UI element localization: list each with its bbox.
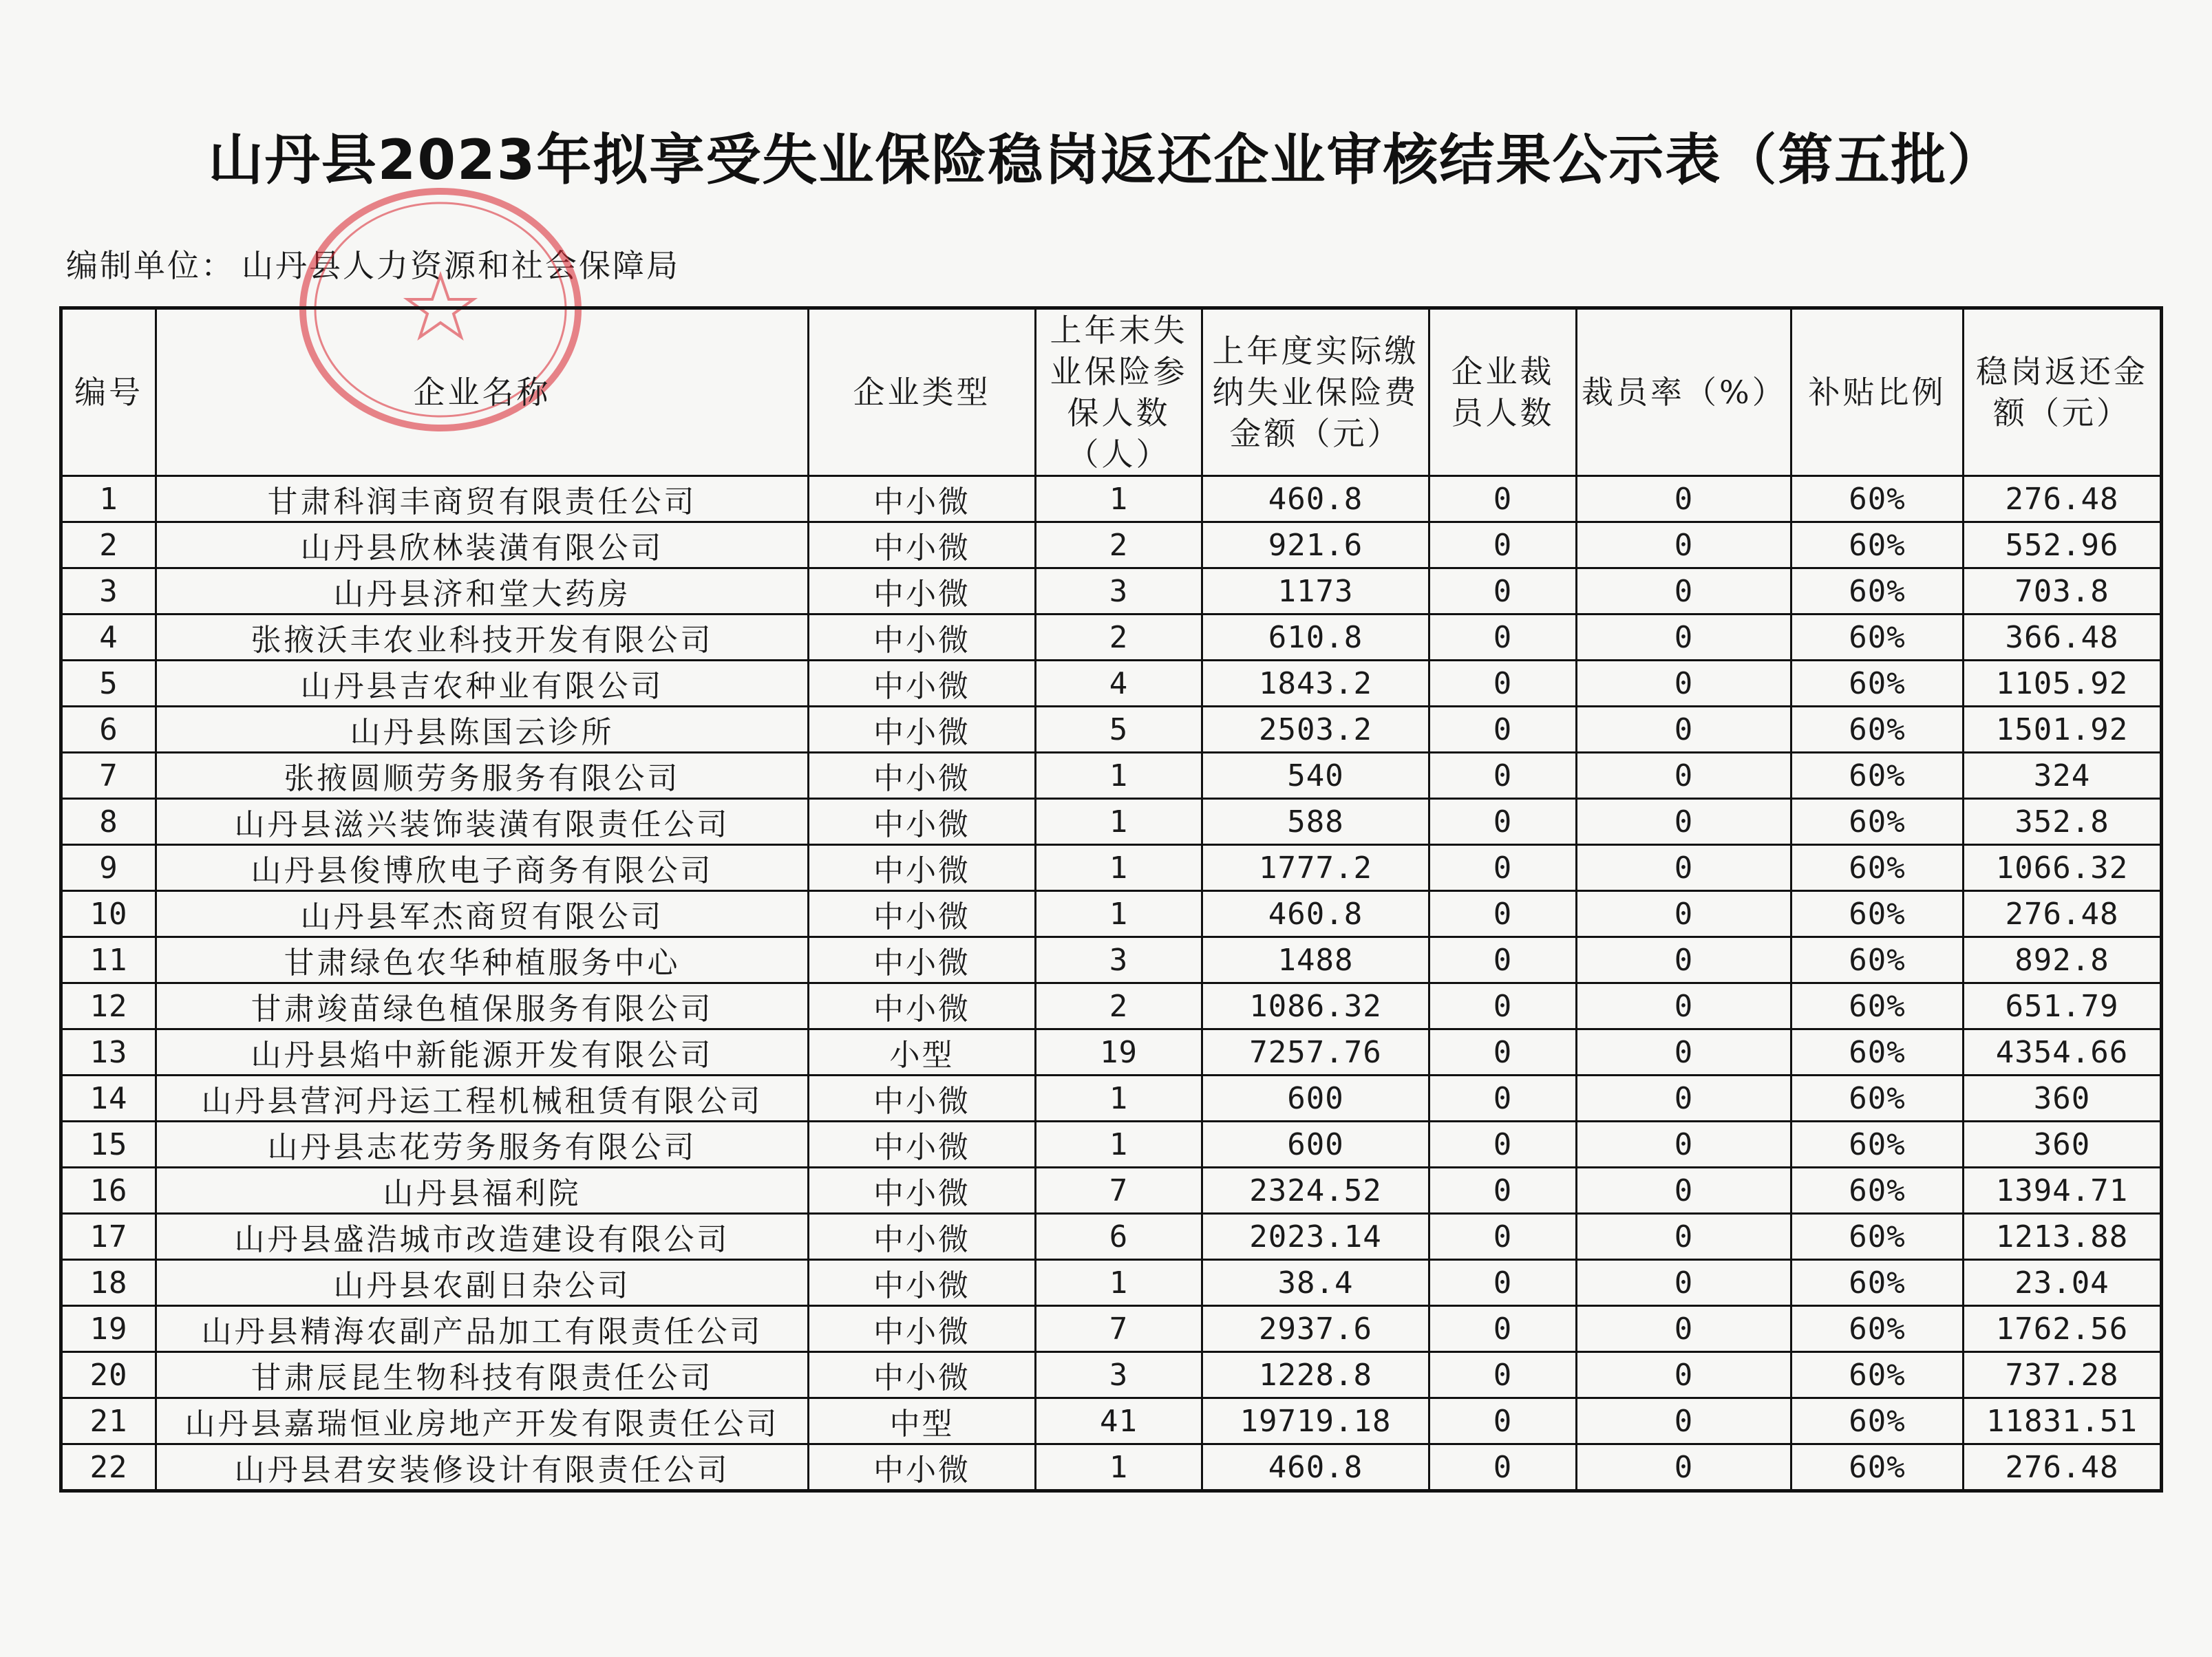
cell-insured: 1 <box>1036 1076 1202 1122</box>
cell-insured: 1 <box>1036 476 1202 522</box>
cell-ratio: 60% <box>1791 1398 1964 1444</box>
cell-ratio: 60% <box>1791 1168 1964 1214</box>
cell-refund: 276.48 <box>1964 891 2162 937</box>
cell-name: 甘肃竣苗绿色植保服务有限公司 <box>156 983 809 1029</box>
table-row <box>61 707 2162 753</box>
col-header-no: 编号 <box>61 308 156 476</box>
cell-paid: 19719.18 <box>1202 1398 1429 1444</box>
header-row <box>61 308 2162 476</box>
cell-rate: 0 <box>1577 1398 1791 1444</box>
cell-ratio: 60% <box>1791 568 1964 614</box>
cell-name: 山丹县滋兴装饰装潢有限责任公司 <box>156 799 809 845</box>
cell-paid: 2503.2 <box>1202 707 1429 753</box>
col-header-type: 企业类型 <box>809 308 1036 476</box>
cell-refund: 651.79 <box>1964 983 2162 1029</box>
cell-type: 中小微 <box>809 1352 1036 1398</box>
cell-type: 中小微 <box>809 614 1036 661</box>
cell-insured: 2 <box>1036 614 1202 661</box>
cell-no: 16 <box>61 1168 156 1214</box>
cell-no: 8 <box>61 799 156 845</box>
table-row <box>61 799 2162 845</box>
table-row <box>61 983 2162 1029</box>
cell-layoffs: 0 <box>1429 1306 1577 1352</box>
cell-type: 中小微 <box>809 753 1036 799</box>
cell-rate: 0 <box>1577 937 1791 983</box>
cell-refund: 366.48 <box>1964 614 2162 661</box>
cell-refund: 360 <box>1964 1076 2162 1122</box>
cell-type: 中小微 <box>809 937 1036 983</box>
cell-refund: 1762.56 <box>1964 1306 2162 1352</box>
cell-paid: 1488 <box>1202 937 1429 983</box>
cell-insured: 2 <box>1036 522 1202 568</box>
cell-name: 山丹县农副日杂公司 <box>156 1260 809 1306</box>
cell-layoffs: 0 <box>1429 1444 1577 1491</box>
cell-paid: 610.8 <box>1202 614 1429 661</box>
cell-type: 中小微 <box>809 891 1036 937</box>
cell-no: 17 <box>61 1214 156 1260</box>
cell-no: 13 <box>61 1029 156 1076</box>
cell-name: 山丹县欣林装潢有限公司 <box>156 522 809 568</box>
cell-ratio: 60% <box>1791 845 1964 891</box>
compiling-unit-label: 编制单位： <box>66 247 235 284</box>
cell-layoffs: 0 <box>1429 1076 1577 1122</box>
cell-rate: 0 <box>1577 845 1791 891</box>
cell-type: 中型 <box>809 1398 1036 1444</box>
cell-no: 22 <box>61 1444 156 1491</box>
cell-ratio: 60% <box>1791 1260 1964 1306</box>
cell-rate: 0 <box>1577 707 1791 753</box>
col-header-layoffs: 企业裁员人数 <box>1429 308 1577 476</box>
cell-name: 张掖圆顺劳务服务有限公司 <box>156 753 809 799</box>
cell-type: 中小微 <box>809 799 1036 845</box>
cell-paid: 1777.2 <box>1202 845 1429 891</box>
cell-insured: 3 <box>1036 568 1202 614</box>
cell-type: 中小微 <box>809 1214 1036 1260</box>
cell-ratio: 60% <box>1791 1352 1964 1398</box>
cell-layoffs: 0 <box>1429 1352 1577 1398</box>
results-table <box>59 306 2163 1493</box>
cell-rate: 0 <box>1577 1168 1791 1214</box>
col-header-paid: 上年度实际缴纳失业保险费金额（元） <box>1202 308 1429 476</box>
cell-refund: 352.8 <box>1964 799 2162 845</box>
table-row <box>61 568 2162 614</box>
cell-no: 18 <box>61 1260 156 1306</box>
cell-ratio: 60% <box>1791 753 1964 799</box>
cell-layoffs: 0 <box>1429 937 1577 983</box>
cell-insured: 7 <box>1036 1168 1202 1214</box>
cell-no: 6 <box>61 707 156 753</box>
cell-name: 山丹县俊博欣电子商务有限公司 <box>156 845 809 891</box>
table-row <box>61 614 2162 661</box>
cell-type: 中小微 <box>809 1306 1036 1352</box>
cell-refund: 276.48 <box>1964 476 2162 522</box>
table-row <box>61 1260 2162 1306</box>
col-header-name: 企业名称 <box>156 308 809 476</box>
cell-ratio: 60% <box>1791 661 1964 707</box>
cell-paid: 2023.14 <box>1202 1214 1429 1260</box>
cell-refund: 737.28 <box>1964 1352 2162 1398</box>
cell-rate: 0 <box>1577 799 1791 845</box>
cell-type: 中小微 <box>809 476 1036 522</box>
cell-type: 中小微 <box>809 1076 1036 1122</box>
cell-no: 10 <box>61 891 156 937</box>
cell-paid: 1228.8 <box>1202 1352 1429 1398</box>
compiling-unit <box>66 241 680 286</box>
cell-name: 山丹县吉农种业有限公司 <box>156 661 809 707</box>
cell-no: 12 <box>61 983 156 1029</box>
cell-ratio: 60% <box>1791 1214 1964 1260</box>
cell-no: 1 <box>61 476 156 522</box>
cell-ratio: 60% <box>1791 614 1964 661</box>
cell-type: 中小微 <box>809 707 1036 753</box>
cell-ratio: 60% <box>1791 522 1964 568</box>
cell-type: 中小微 <box>809 568 1036 614</box>
cell-type: 中小微 <box>809 1122 1036 1168</box>
cell-no: 20 <box>61 1352 156 1398</box>
cell-layoffs: 0 <box>1429 1122 1577 1168</box>
table-row <box>61 1076 2162 1122</box>
cell-layoffs: 0 <box>1429 707 1577 753</box>
cell-name: 山丹县济和堂大药房 <box>156 568 809 614</box>
cell-insured: 41 <box>1036 1398 1202 1444</box>
cell-paid: 600 <box>1202 1076 1429 1122</box>
table-row <box>61 1214 2162 1260</box>
cell-insured: 1 <box>1036 845 1202 891</box>
cell-no: 2 <box>61 522 156 568</box>
cell-layoffs: 0 <box>1429 522 1577 568</box>
cell-rate: 0 <box>1577 753 1791 799</box>
cell-insured: 5 <box>1036 707 1202 753</box>
cell-no: 3 <box>61 568 156 614</box>
cell-no: 4 <box>61 614 156 661</box>
cell-ratio: 60% <box>1791 799 1964 845</box>
cell-paid: 2324.52 <box>1202 1168 1429 1214</box>
cell-ratio: 60% <box>1791 891 1964 937</box>
col-header-insured: 上年末失业保险参保人数（人） <box>1036 308 1202 476</box>
cell-layoffs: 0 <box>1429 614 1577 661</box>
cell-refund: 1066.32 <box>1964 845 2162 891</box>
cell-name: 山丹县营河丹运工程机械租赁有限公司 <box>156 1076 809 1122</box>
table-row <box>61 1168 2162 1214</box>
cell-paid: 2937.6 <box>1202 1306 1429 1352</box>
compiling-unit-name: 山丹县人力资源和社会保障局 <box>242 247 680 284</box>
cell-type: 小型 <box>809 1029 1036 1076</box>
cell-insured: 1 <box>1036 799 1202 845</box>
cell-type: 中小微 <box>809 522 1036 568</box>
table-row <box>61 661 2162 707</box>
table-row <box>61 1306 2162 1352</box>
cell-name: 山丹县嘉瑞恒业房地产开发有限责任公司 <box>156 1398 809 1444</box>
cell-refund: 11831.51 <box>1964 1398 2162 1444</box>
cell-no: 7 <box>61 753 156 799</box>
cell-refund: 4354.66 <box>1964 1029 2162 1076</box>
table-row <box>61 1398 2162 1444</box>
cell-layoffs: 0 <box>1429 1214 1577 1260</box>
cell-paid: 1173 <box>1202 568 1429 614</box>
cell-refund: 324 <box>1964 753 2162 799</box>
cell-insured: 19 <box>1036 1029 1202 1076</box>
cell-no: 15 <box>61 1122 156 1168</box>
cell-rate: 0 <box>1577 1306 1791 1352</box>
cell-layoffs: 0 <box>1429 799 1577 845</box>
cell-refund: 360 <box>1964 1122 2162 1168</box>
table-row <box>61 1352 2162 1398</box>
cell-rate: 0 <box>1577 891 1791 937</box>
cell-paid: 540 <box>1202 753 1429 799</box>
table-row <box>61 476 2162 522</box>
cell-ratio: 60% <box>1791 1029 1964 1076</box>
cell-layoffs: 0 <box>1429 891 1577 937</box>
cell-layoffs: 0 <box>1429 1029 1577 1076</box>
cell-refund: 703.8 <box>1964 568 2162 614</box>
cell-paid: 7257.76 <box>1202 1029 1429 1076</box>
cell-name: 甘肃绿色农华种植服务中心 <box>156 937 809 983</box>
cell-refund: 1501.92 <box>1964 707 2162 753</box>
cell-name: 张掖沃丰农业科技开发有限公司 <box>156 614 809 661</box>
cell-paid: 38.4 <box>1202 1260 1429 1306</box>
cell-insured: 6 <box>1036 1214 1202 1260</box>
cell-ratio: 60% <box>1791 937 1964 983</box>
cell-ratio: 60% <box>1791 1306 1964 1352</box>
cell-no: 21 <box>61 1398 156 1444</box>
cell-rate: 0 <box>1577 614 1791 661</box>
cell-layoffs: 0 <box>1429 661 1577 707</box>
cell-paid: 460.8 <box>1202 1444 1429 1491</box>
table-row <box>61 891 2162 937</box>
cell-paid: 460.8 <box>1202 891 1429 937</box>
table-row <box>61 937 2162 983</box>
col-header-refund: 稳岗返还金额（元） <box>1964 308 2162 476</box>
cell-layoffs: 0 <box>1429 1398 1577 1444</box>
cell-name: 山丹县陈国云诊所 <box>156 707 809 753</box>
table-row <box>61 522 2162 568</box>
cell-rate: 0 <box>1577 1444 1791 1491</box>
cell-rate: 0 <box>1577 661 1791 707</box>
cell-refund: 23.04 <box>1964 1260 2162 1306</box>
cell-name: 山丹县盛浩城市改造建设有限公司 <box>156 1214 809 1260</box>
cell-insured: 1 <box>1036 753 1202 799</box>
cell-name: 山丹县军杰商贸有限公司 <box>156 891 809 937</box>
cell-refund: 1213.88 <box>1964 1214 2162 1260</box>
cell-type: 中小微 <box>809 1168 1036 1214</box>
cell-refund: 892.8 <box>1964 937 2162 983</box>
cell-refund: 1394.71 <box>1964 1168 2162 1214</box>
cell-no: 14 <box>61 1076 156 1122</box>
cell-rate: 0 <box>1577 476 1791 522</box>
cell-no: 19 <box>61 1306 156 1352</box>
cell-refund: 552.96 <box>1964 522 2162 568</box>
cell-ratio: 60% <box>1791 476 1964 522</box>
cell-insured: 3 <box>1036 937 1202 983</box>
cell-paid: 460.8 <box>1202 476 1429 522</box>
cell-rate: 0 <box>1577 1260 1791 1306</box>
page-title: 山丹县2023年拟享受失业保险稳岗返还企业审核结果公示表（第五批） <box>208 128 2004 192</box>
cell-rate: 0 <box>1577 1076 1791 1122</box>
cell-rate: 0 <box>1577 1122 1791 1168</box>
cell-layoffs: 0 <box>1429 753 1577 799</box>
cell-paid: 1843.2 <box>1202 661 1429 707</box>
cell-type: 中小微 <box>809 661 1036 707</box>
cell-name: 甘肃科润丰商贸有限责任公司 <box>156 476 809 522</box>
table-row <box>61 845 2162 891</box>
cell-paid: 1086.32 <box>1202 983 1429 1029</box>
cell-ratio: 60% <box>1791 983 1964 1029</box>
cell-insured: 4 <box>1036 661 1202 707</box>
cell-insured: 1 <box>1036 1444 1202 1491</box>
cell-ratio: 60% <box>1791 1122 1964 1168</box>
cell-no: 9 <box>61 845 156 891</box>
cell-insured: 1 <box>1036 891 1202 937</box>
cell-name: 甘肃辰昆生物科技有限责任公司 <box>156 1352 809 1398</box>
cell-layoffs: 0 <box>1429 1168 1577 1214</box>
cell-name: 山丹县志花劳务服务有限公司 <box>156 1122 809 1168</box>
cell-insured: 2 <box>1036 983 1202 1029</box>
cell-insured: 3 <box>1036 1352 1202 1398</box>
cell-name: 山丹县福利院 <box>156 1168 809 1214</box>
table-row <box>61 1029 2162 1076</box>
cell-ratio: 60% <box>1791 1444 1964 1491</box>
cell-rate: 0 <box>1577 1029 1791 1076</box>
cell-layoffs: 0 <box>1429 983 1577 1029</box>
cell-rate: 0 <box>1577 1214 1791 1260</box>
col-header-rate: 裁员率（%） <box>1577 308 1791 476</box>
cell-rate: 0 <box>1577 568 1791 614</box>
cell-type: 中小微 <box>809 1260 1036 1306</box>
cell-paid: 588 <box>1202 799 1429 845</box>
cell-layoffs: 0 <box>1429 476 1577 522</box>
cell-no: 11 <box>61 937 156 983</box>
cell-name: 山丹县焰中新能源开发有限公司 <box>156 1029 809 1076</box>
table-row <box>61 1444 2162 1491</box>
cell-insured: 1 <box>1036 1122 1202 1168</box>
cell-insured: 1 <box>1036 1260 1202 1306</box>
cell-refund: 1105.92 <box>1964 661 2162 707</box>
cell-type: 中小微 <box>809 983 1036 1029</box>
cell-name: 山丹县精海农副产品加工有限责任公司 <box>156 1306 809 1352</box>
cell-ratio: 60% <box>1791 1076 1964 1122</box>
cell-rate: 0 <box>1577 1352 1791 1398</box>
cell-layoffs: 0 <box>1429 845 1577 891</box>
cell-no: 5 <box>61 661 156 707</box>
table-row <box>61 1122 2162 1168</box>
cell-type: 中小微 <box>809 845 1036 891</box>
cell-rate: 0 <box>1577 983 1791 1029</box>
cell-paid: 921.6 <box>1202 522 1429 568</box>
cell-layoffs: 0 <box>1429 1260 1577 1306</box>
cell-paid: 600 <box>1202 1122 1429 1168</box>
cell-rate: 0 <box>1577 522 1791 568</box>
cell-layoffs: 0 <box>1429 568 1577 614</box>
col-header-ratio: 补贴比例 <box>1791 308 1964 476</box>
cell-type: 中小微 <box>809 1444 1036 1491</box>
table-row <box>61 753 2162 799</box>
cell-ratio: 60% <box>1791 707 1964 753</box>
cell-insured: 7 <box>1036 1306 1202 1352</box>
cell-refund: 276.48 <box>1964 1444 2162 1491</box>
cell-name: 山丹县君安装修设计有限责任公司 <box>156 1444 809 1491</box>
